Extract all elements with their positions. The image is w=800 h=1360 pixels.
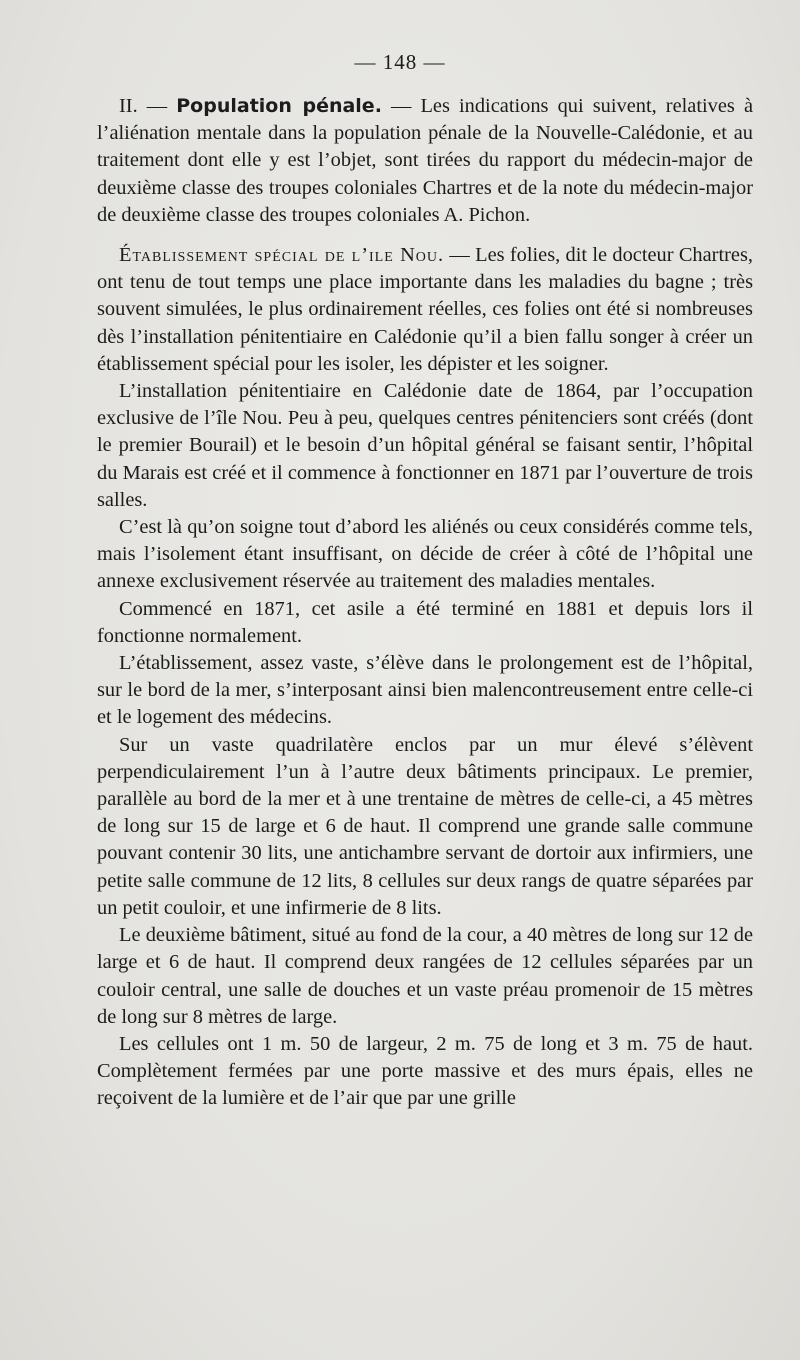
paragraph-3: Commencé en 1871, cet asile a été terminé en 1881 et depuis lors il fonctionne normalement. <box>97 597 753 647</box>
paragraph-7: Les cellules ont 1 m. 50 de largeur, 2 m. 75 de long et 3 m. 75 de haut. Complètement fermées par une porte massive et des murs épais, elles ne reçoivent de la lumière et de l’air que par une grille <box>97 1032 753 1110</box>
page-number: — 148 — <box>354 50 446 74</box>
section-title: Population pénale. <box>176 95 382 117</box>
body-text <box>97 93 753 1113</box>
paragraph-6: Le deuxième bâtiment, situé au fond de la cour, a 40 mètres de long sur 12 de large et 6 de haut. Il comprend deux rangées de 12 cellules séparées par un couloir central, une salle de douches et un vaste préau promenoir de 15 mètres de long sur 8 mètres de large. <box>97 924 753 1028</box>
paragraph-4: L’établissement, assez vaste, s’élève dans le prolongement est de l’hôpital, sur le bord de la mer, s’interposant ainsi bien malencontreusement entre celle-ci et le logement des médecins. <box>97 652 753 729</box>
section-intro-text: — Les indications qui suivent, relatives à l’aliénation mentale dans la population pénale de la Nouvelle-Calédonie, et au traitement dont elle y est l’objet, sont tirées du rapport du médecin-major de deuxième classe des troupes coloniales Chartres et de la note du médecin-major de deuxième classe des troupes coloniales A. Pichon. <box>97 95 753 226</box>
section-intro-paragraph <box>97 93 753 229</box>
section-number: II. — <box>119 95 168 117</box>
paragraph-5: Sur un vaste quadrilatère enclos par un mur élevé s’élèvent perpendiculairement l’un à l’autre deux bâtiments principaux. Le premier, parallèle au bord de la mer et à une trentaine de mètres de celle-ci, a 45 mètres de long sur 15 de large et 6 de haut. Il comprend une grande salle commune pouvant contenir 30 lits, une antichambre servant de dortoir aux infirmiers, une petite salle commune de 12 lits, 8 cellules sur deux rangs de quatre séparées par un petit couloir, et une infirmerie de 8 lits. <box>97 733 753 919</box>
paragraph-2: C’est là qu’on soigne tout d’abord les aliénés ou ceux considérés comme tels, mais l’isolement étant insuffisant, on décide de créer à côté de l’hôpital une annexe exclusivement réservée au traitement des maladies mentales. <box>97 516 753 593</box>
subsection-text: — Les folies, dit le docteur Chartres, ont tenu de tout temps une place importante dans les maladies du bagne ; très souvent simulées, le plus ordinairement réelles, ces folies ont été si nombreuses dès l’installation pénitentiaire en Calédonie qu’il a bien fallu songer à créer un établissement spécial pour les isoler, les dépister et les soigner. <box>97 244 753 375</box>
subsection-paragraph <box>97 242 753 378</box>
subsection-heading: Établissement spécial de l’ile Nou. <box>119 244 445 267</box>
paragraph-1: L’installation pénitentiaire en Calédonie date de 1864, par l’occupation exclusive de l’île Nou. Peu à peu, quelques centres pénitenciers sont créés (dont le premier Bourail) et le besoin d’un hôpital général se faisant sentir, l’hôpital du Marais est créé et il commence à fonctionner en 1871 par l’ouverture de trois salles. <box>97 380 753 511</box>
